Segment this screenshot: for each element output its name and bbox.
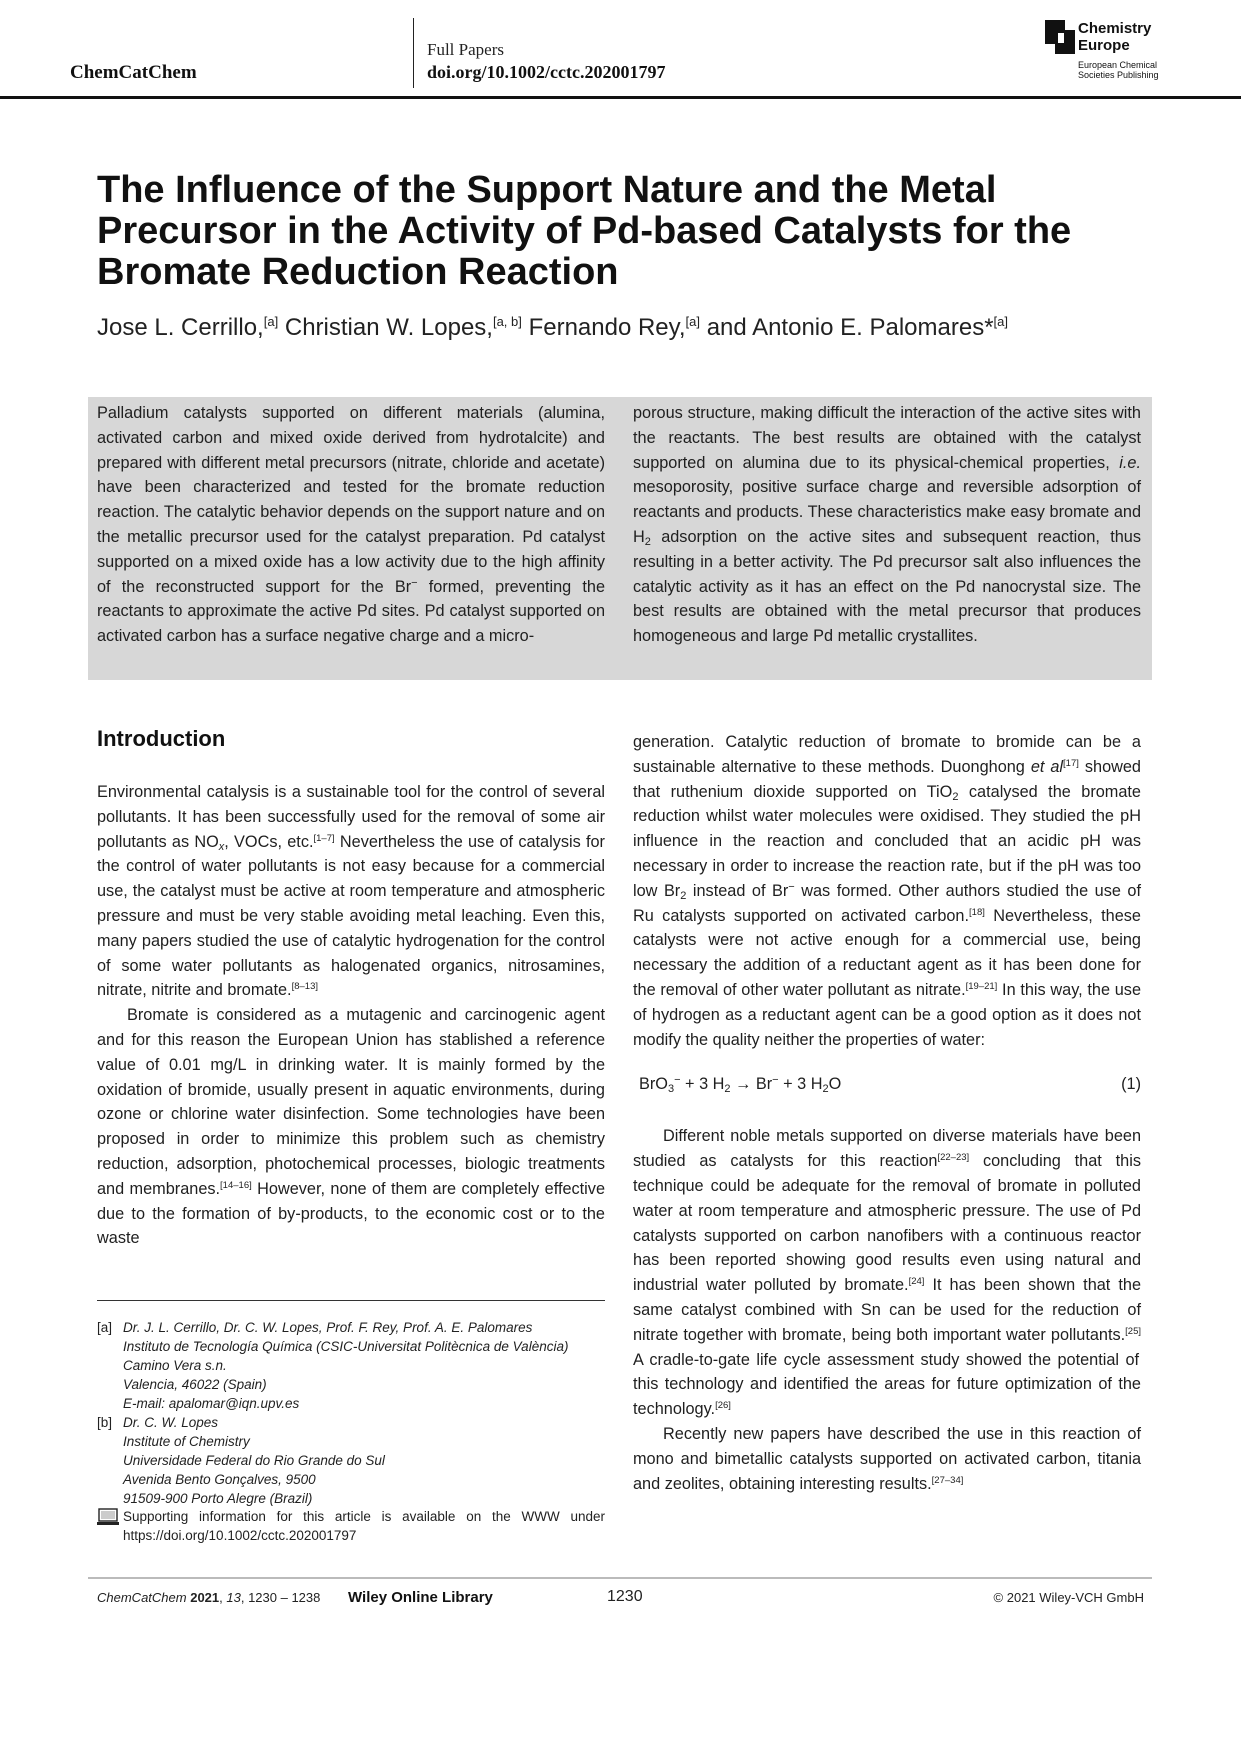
citation-link[interactable]: [22–23] [937,1152,970,1164]
header-divider [413,18,414,88]
author: and Antonio E. Palomares* [706,314,994,341]
body-left-column [97,780,605,1251]
citation-link[interactable]: [17] [1063,757,1079,769]
citation-link[interactable]: [19–21] [965,980,998,992]
citation-link[interactable]: [1–7] [313,832,335,844]
chemistry-europe-logo-icon [1045,20,1075,54]
footnote-rule [97,1300,605,1301]
brand-name: Chemistry Europe [1078,20,1152,54]
journal-name: ChemCatChem [70,62,197,83]
chemistry-europe-brand[interactable] [1045,20,1175,82]
affiliation-b: [b] Dr. C. W. Lopes Institute of Chemistry Universidade Federal do Rio Grande do Sul Avenida Bento Gonçalves, 9500 91509-900 Porto Alegre (Brazil) [97,1415,385,1506]
page-number: 1230 [607,1588,643,1605]
copyright: © 2021 Wiley-VCH GmbH [993,1590,1144,1605]
section-heading-introduction: Introduction [97,726,226,751]
paragraph: Recently new papers have described the use in this reaction of mono and bimetallic catalysts supported on activated carbon, titania and zeolites, obtaining interesting results.[27–34] [633,1424,1141,1493]
paragraph: Bromate is considered as a mutagenic and carcinogenic agent and for this reason the European Union has stablished a reference value of 0.01 mg/L in drinking water. It is mainly formed by the oxidation of bromide, usually present in aquatic environments, during ozone or chlorine water disinfection. Some technologies have been proposed in order to minimize this problem such as chemistry reduction, adsorption, photochemical processes, biologic treatments and membranes.[14–16] However, none of them are completely effective due to the formation of by-products, to the economic cost or to the waste [97,1006,605,1248]
brand-subtitle: European Chemical Societies Publishing [1078,60,1159,80]
citation-link[interactable]: [8–13] [291,981,318,993]
author-list: Jose L. Cerrillo,[a] Christian W. Lopes,[a, b] Fernando Rey,[a] and Antonio E. Palomares*[a] [97,314,1009,341]
citation-link[interactable]: [14–16] [220,1179,252,1191]
citation-link[interactable]: [26] [715,1400,731,1412]
footer-rule [88,1577,1152,1579]
equation-text: BrO$_3$− + 3 $H_2 \to Br^- + 3$ $H_2O$ [639,1074,842,1096]
abstract-right-column: porous structure, making difficult the interaction of the active sites with the reactants. The best results are obtained with the catalyst supported on alumina due to its physical-chemical properties, i.e. mesoporosity, positive surface charge and reversible adsorption of reactants and products. These characteristics make easy bromate and $H_2$ adsorption on the active sites and subsequent reaction, thus resulting in a better activity. The Pd precursor salt also influences the catalytic activity as it has an effect on the Pd nanocrystal size. The best results are obtained with the metal precursor that produces homogeneous and large Pd metallic crystallites. [633,404,1141,646]
supporting-info[interactable]: Supporting information for this article is available on the WWW under https://doi.org/10.1002/cctc.202001797 [97,1507,605,1545]
body-right-column [633,730,1141,1496]
citation-link[interactable]: [25] [1125,1325,1141,1337]
doi-link[interactable]: doi.org/10.1002/cctc.202001797 [427,62,666,82]
email-link[interactable]: E-mail: apalomar@iqn.upv.es [123,1396,300,1411]
paragraph: Environmental catalysis is a sustainable tool for the control of several pollutants. It has been successfully used for the removal of some air pollutants as $NO_x$, VOCs, etc.[1–7] Nevertheless the use of catalysis for the control of water pollutants is not easy because for a commercial use, the catalyst must be active at room temperature and atmospheric pressure and must be very stable avoiding metal leaching. Even this, many papers studied the use of catalytic hydrogenation for the control of some water pollutants as halogenated organics, nitrosamines, nitrate, nitrite and bromate.[8–13] [97,783,605,1000]
abstract-box [88,397,1152,680]
paragraph: Different noble metals supported on diverse materials have been studied as catalysts for this reaction[22–23] concluding that this technique could be adequate for the removal of bromate in polluted water at room temperature and atmospheric pressure. The use of Pd catalysts supported on carbon nanofibers with a continuous reactor has been reported showing good results even using natural and industrial water polluted by bromate.[24] It has been shown that the same catalyst combined with Sn can be used for the reduction of nitrate together with bromate, being both important water pollutants.[25] A cradle-to-gate life cycle assessment study showed the potential of this technology and identified the areas for future optimization of the technology.[26] [633,1127,1141,1419]
wiley-online-library-link[interactable]: Wiley Online Library [348,1589,493,1606]
equation-number: (1) [1121,1075,1141,1094]
footer-citation: ChemCatChem 2021, 13, 1230 – 1238 [97,1590,321,1605]
author: Christian W. Lopes, [284,314,493,341]
author: Fernando Rey, [528,314,686,341]
abstract-left-column: Palladium catalysts supported on different materials (alumina, activated carbon and mixed oxide derived from hydrotalcite) and prepared with different metal precursors (nitrate, chloride and acetate) have been characterized and tested for the bromate reduction reaction. The catalytic behavior depends on the support nature and on the metallic precursor used for the catalyst preparation. Pd catalyst supported on a mixed oxide has a low activity due to the high affinity of the reconstructed support for the Br− formed, preventing the reactants to approximate the active Pd sites. Pd catalyst supported on activated carbon has a surface negative charge and a micro- [97,404,605,646]
article-title: The Influence of the Support Nature and the Metal Precursor in the Activity of Pd-based Catalysts for the Bromate Reduction Reaction [97,169,1072,293]
article-type: Full Papers [427,40,504,59]
citation-link[interactable]: [18] [969,906,985,918]
header-rule [0,96,1241,99]
computer-icon [97,1508,119,1526]
citation-link[interactable]: [24] [908,1276,925,1288]
citation-link[interactable]: [27–34] [931,1474,964,1486]
affiliation-a: [a] Dr. J. L. Cerrillo, Dr. C. W. Lopes, Prof. F. Rey, Prof. A. E. Palomares Instituto de Tecnología Química (CSIC-Universitat Politècnica de València) Camino Vera s.n. Valencia, 46022 (Spain) E-mail: apalomar@iqn.upv.es [97,1318,605,1413]
paragraph: generation. Catalytic reduction of bromate to bromide can be a sustainable alternative to these methods. Duonghong et al[17] showed that ruthenium dioxide supported on TiO$_2$ catalysed the bromate reduction whilst water molecules were oxidised. They studied the pH influence in the reaction and concluded that an acidic pH was necessary in order to increase the reaction rate, but if the pH was too low $Br_2$ instead of Br− was formed. Other authors studied the use of Ru catalysts supported on activated carbon.[18] Nevertheless, these catalysts were not active enough for a commercial use, being necessary the addition of a reductant agent as it has been done for the removal of other water pollutant as nitrate.[19–21] In this way, the use of hydrogen as a reductant agent can be a good option as it does not modify the quality neither the properties of water: [633,733,1142,1049]
equation-1 [633,1060,1141,1110]
author: Jose L. Cerrillo, [97,314,264,341]
